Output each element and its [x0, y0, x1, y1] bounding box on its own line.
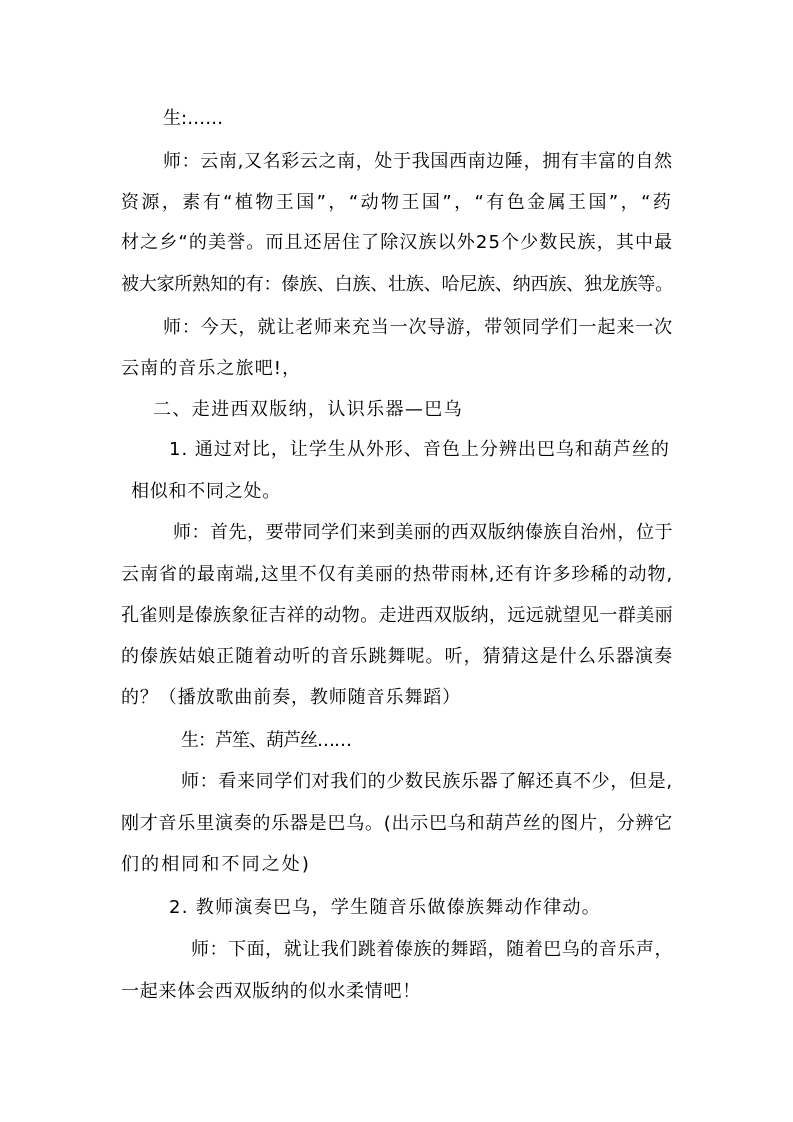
paragraph-yunnan-intro-line-2: 资源，素有“植物王国”，“动物王国”，“有色金属王国”，“药	[121, 192, 674, 213]
paragraph-tour-guide-line-2: 云南的音乐之旅吧!，	[121, 358, 302, 379]
paragraph-xishuangbanna-line-1: 师：首先，要带同学们来到美丽的西双版纳傣族自治州，位于	[173, 522, 673, 543]
paragraph-xishuangbanna-line-4: 的傣族姑娘正随着动听的音乐跳舞呢。听，猜猜这是什么乐器演奏	[121, 646, 673, 667]
paragraph-yunnan-intro-line-3: 材之乡“的美誉。而且还居住了除汉族以外25个少数民族，其中最	[121, 232, 674, 253]
student-reply-1: 生:……	[163, 108, 224, 129]
paragraph-tour-guide-line-1: 师：今天，就让老师来充当一次导游，带领同学们一起来一次	[163, 317, 673, 338]
item-1-line-2: 相似和不同之处。	[131, 481, 281, 502]
paragraph-xishuangbanna-line-3: 孔雀则是傣族象征吉祥的动物。走进西双版纳，远远就望见一群美丽	[121, 605, 673, 626]
paragraph-xishuangbanna-line-2: 云南省的最南端,这里不仅有美丽的热带雨林,还有许多珍稀的动物,	[121, 564, 674, 585]
paragraph-xishuangbanna-line-5: 的？（播放歌曲前奏，教师随音乐舞蹈）	[121, 687, 461, 708]
paragraph-bawu-line-3: 们的相同和不同之处)	[121, 854, 312, 875]
paragraph-yunnan-intro-line-4: 被大家所熟知的有：傣族、白族、壮族、哈尼族、纳西族、独龙族等。	[121, 274, 673, 295]
paragraph-bawu-line-2: 刚才音乐里演奏的乐器是巴乌。(出示巴乌和葫芦丝的图片，分辨它	[121, 813, 674, 834]
item-1-line-1: 1. 通过对比，让学生从外形、音色上分辨出巴乌和葫芦丝的	[169, 439, 670, 460]
paragraph-dance-line-2: 一起来体会西双版纳的似水柔情吧！	[121, 981, 421, 1002]
paragraph-dance-line-1: 师：下面，就让我们跳着傣族的舞蹈，随着巴乌的音乐声，	[191, 939, 673, 960]
student-reply-2: 生：芦笙、葫芦丝……	[181, 730, 351, 751]
paragraph-bawu-line-1: 师：看来同学们对我们的少数民族乐器了解还真不少，但是,	[181, 771, 673, 792]
section-heading-2: 二、走进西双版纳，认识乐器—巴乌	[153, 399, 463, 420]
paragraph-yunnan-intro-line-1: 师：云南,又名彩云之南，处于我国西南边陲，拥有丰富的自然	[163, 151, 673, 172]
item-2: 2. 教师演奏巴乌，学生随音乐做傣族舞动作律动。	[169, 897, 602, 918]
